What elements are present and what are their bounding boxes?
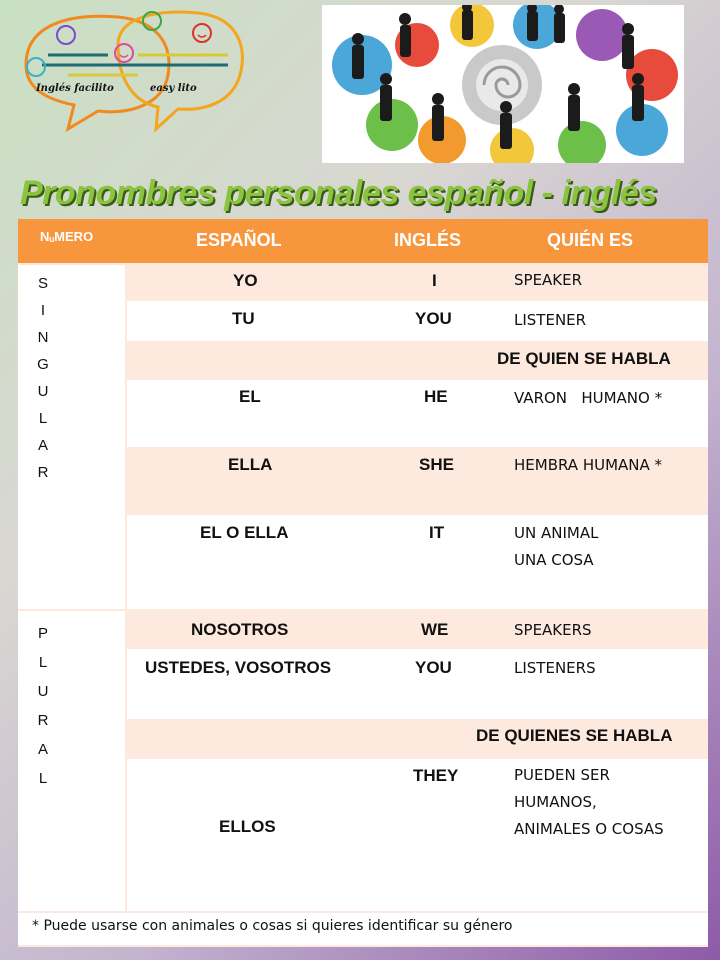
- es-el-o-ella: EL O ELLA: [200, 523, 289, 542]
- row-divider: [127, 445, 708, 447]
- who-pueden-ser: PUEDEN SER: [514, 766, 610, 784]
- people-on-gears-image: [322, 5, 684, 163]
- en-they: THEY: [413, 766, 459, 785]
- who-speakers: SPEAKERS: [514, 621, 592, 639]
- row-divider: [127, 649, 708, 651]
- en-i: I: [432, 271, 437, 290]
- en-you: YOU: [415, 309, 452, 328]
- en-she: SHE: [419, 455, 454, 474]
- es-tu: TU: [232, 309, 255, 328]
- who-humanos: HUMANOS,: [514, 793, 597, 811]
- gears-illustration-icon: [322, 5, 684, 163]
- es-ella: ELLA: [228, 455, 273, 474]
- who-una-cosa: UNA COSA: [514, 551, 594, 569]
- pronouns-table: [18, 219, 708, 947]
- table-header: [18, 219, 708, 263]
- who-animales-o-cosas: ANIMALES O COSAS: [514, 820, 664, 838]
- row-divider: [127, 339, 708, 341]
- header-espanol: ESPAÑOL: [196, 230, 282, 250]
- who-hembra-humana: HEMBRA HUMANA *: [514, 456, 663, 474]
- logo-text-right: easy lito: [150, 83, 197, 94]
- footnote: * Puede usarse con animales o cosas si quieres identificar su género: [32, 918, 513, 934]
- plural-label: P L U R A L: [37, 625, 49, 787]
- who-un-animal: UN ANIMAL: [514, 524, 599, 542]
- es-el: EL: [239, 387, 261, 406]
- header-ingles: INGLÉS: [394, 230, 462, 250]
- logo-text-left: Inglés facilito: [36, 83, 114, 94]
- es-ustedes-vosotros: USTEDES, VOSOTROS: [145, 658, 332, 677]
- who-speaker: SPEAKER: [514, 271, 583, 289]
- es-ellos: ELLOS: [219, 817, 276, 836]
- who-listener: LISTENER: [514, 311, 587, 329]
- en-it: IT: [429, 523, 445, 542]
- row-divider: [127, 301, 708, 303]
- es-nosotros: NOSOTROS: [191, 620, 289, 639]
- header-quien: QUIÉN ES: [547, 230, 634, 250]
- row-divider: [127, 717, 708, 719]
- logo: [8, 5, 248, 135]
- header-numero: NᵤMERO: [40, 229, 94, 244]
- en-he: HE: [424, 387, 448, 406]
- speech-bubbles-icon: [8, 5, 248, 135]
- who-listeners: LISTENERS: [514, 659, 596, 677]
- es-yo: YO: [233, 271, 258, 290]
- page-title: Pronombres personales español - inglés: [20, 174, 657, 212]
- en-we: WE: [421, 620, 449, 639]
- section-de-quien-se-habla: DE QUIEN SE HABLA: [497, 349, 671, 368]
- en-you-plural: YOU: [415, 658, 452, 677]
- section-de-quienes-se-habla: DE QUIENES SE HABLA: [476, 726, 673, 745]
- singular-label: S I N G U L A R: [37, 275, 49, 481]
- who-varon-humano: VARON HUMANO *: [514, 389, 663, 407]
